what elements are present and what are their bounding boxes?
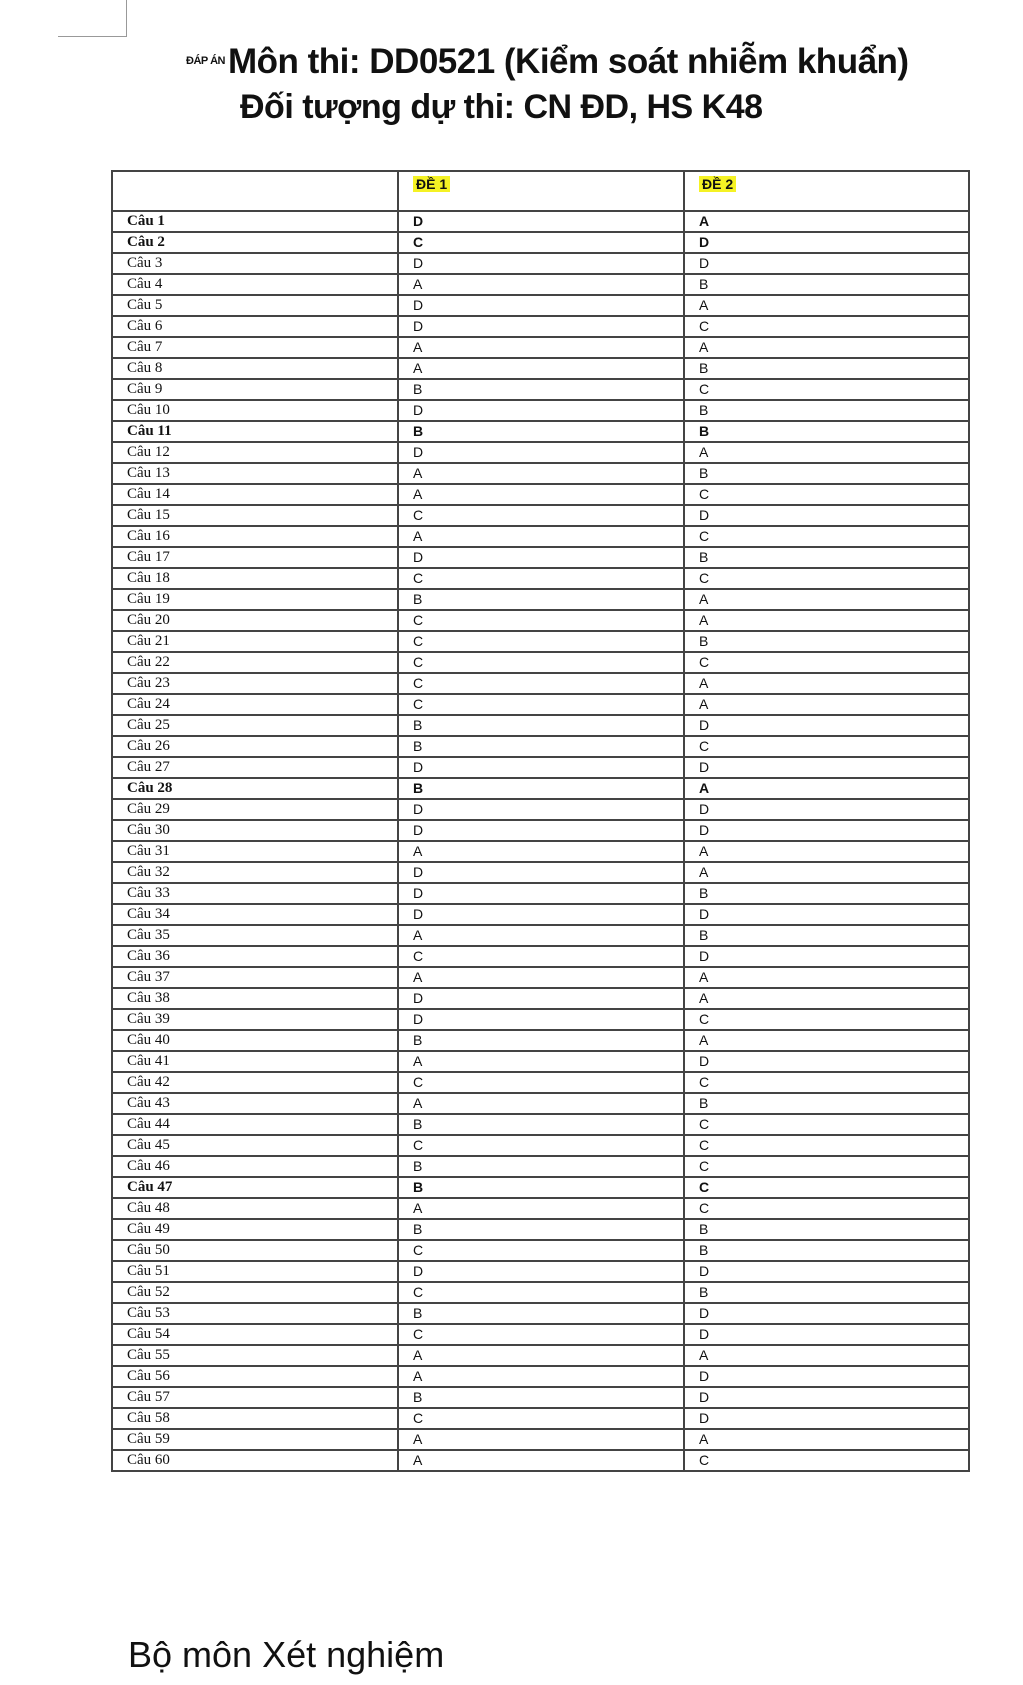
- question-cell: Câu 52: [112, 1282, 398, 1303]
- table-row: [112, 1282, 969, 1303]
- question-cell: Câu 54: [112, 1324, 398, 1345]
- de2-answer-cell: D: [684, 505, 969, 526]
- de1-answer-cell: A: [398, 463, 684, 484]
- de1-answer-cell: B: [398, 1114, 684, 1135]
- question-cell: Câu 35: [112, 925, 398, 946]
- table-header-row: [112, 171, 969, 211]
- table-row: [112, 694, 969, 715]
- question-cell: Câu 59: [112, 1429, 398, 1450]
- department-signature: Bộ môn Xét nghiệm: [128, 1634, 445, 1675]
- de2-answer-cell: A: [684, 1030, 969, 1051]
- de1-answer-cell: A: [398, 484, 684, 505]
- de2-answer-cell: D: [684, 946, 969, 967]
- question-cell: Câu 58: [112, 1408, 398, 1429]
- table-row: [112, 757, 969, 778]
- table-row: [112, 337, 969, 358]
- table-row: [112, 358, 969, 379]
- table-row: [112, 1408, 969, 1429]
- de1-answer-cell: D: [398, 904, 684, 925]
- de1-answer-cell: C: [398, 1324, 684, 1345]
- question-cell: Câu 47: [112, 1177, 398, 1198]
- de2-answer-cell: A: [684, 211, 969, 232]
- de2-answer-cell: D: [684, 1303, 969, 1324]
- de2-answer-cell: D: [684, 904, 969, 925]
- table-row: [112, 1387, 969, 1408]
- de2-answer-cell: D: [684, 799, 969, 820]
- de2-answer-cell: A: [684, 442, 969, 463]
- table-row: [112, 1324, 969, 1345]
- de1-answer-cell: B: [398, 736, 684, 757]
- de2-answer-cell: D: [684, 1408, 969, 1429]
- de2-answer-cell: D: [684, 715, 969, 736]
- table-row: [112, 1345, 969, 1366]
- de2-answer-cell: C: [684, 568, 969, 589]
- table-row: [112, 1009, 969, 1030]
- header-blank-cell: [112, 171, 398, 211]
- question-cell: Câu 37: [112, 967, 398, 988]
- de2-label: ĐỀ 2: [699, 176, 736, 192]
- table-row: [112, 715, 969, 736]
- table-row: [112, 1072, 969, 1093]
- de1-answer-cell: D: [398, 883, 684, 904]
- exam-audience: Đối tượng dự thi: CN ĐD, HS K48: [240, 88, 763, 126]
- table-row: [112, 631, 969, 652]
- table-row: [112, 1303, 969, 1324]
- question-cell: Câu 3: [112, 253, 398, 274]
- de2-answer-cell: D: [684, 1051, 969, 1072]
- de1-answer-cell: B: [398, 1219, 684, 1240]
- de2-answer-cell: B: [684, 1282, 969, 1303]
- de1-answer-cell: D: [398, 862, 684, 883]
- de2-answer-cell: C: [684, 526, 969, 547]
- table-row: [112, 799, 969, 820]
- header-de2: [684, 171, 969, 211]
- de1-answer-cell: B: [398, 379, 684, 400]
- de1-label: ĐỀ 1: [413, 176, 450, 192]
- question-cell: Câu 20: [112, 610, 398, 631]
- question-cell: Câu 6: [112, 316, 398, 337]
- question-cell: Câu 2: [112, 232, 398, 253]
- de1-answer-cell: B: [398, 1030, 684, 1051]
- de2-answer-cell: C: [684, 1135, 969, 1156]
- table-row: [112, 421, 969, 442]
- de2-answer-cell: A: [684, 988, 969, 1009]
- table-row: [112, 841, 969, 862]
- document-title: [186, 42, 909, 82]
- table-row: [112, 967, 969, 988]
- question-cell: Câu 13: [112, 463, 398, 484]
- question-cell: Câu 16: [112, 526, 398, 547]
- de2-answer-cell: B: [684, 421, 969, 442]
- question-cell: Câu 38: [112, 988, 398, 1009]
- question-cell: Câu 19: [112, 589, 398, 610]
- table-row: [112, 232, 969, 253]
- de2-answer-cell: C: [684, 1177, 969, 1198]
- table-row: [112, 1156, 969, 1177]
- header-de1: [398, 171, 684, 211]
- de2-answer-cell: B: [684, 883, 969, 904]
- de2-answer-cell: B: [684, 400, 969, 421]
- table-row: [112, 652, 969, 673]
- table-row: [112, 211, 969, 232]
- question-cell: Câu 39: [112, 1009, 398, 1030]
- de1-answer-cell: C: [398, 673, 684, 694]
- de2-answer-cell: B: [684, 547, 969, 568]
- question-cell: Câu 29: [112, 799, 398, 820]
- de1-answer-cell: A: [398, 1198, 684, 1219]
- de1-answer-cell: B: [398, 1303, 684, 1324]
- question-cell: Câu 11: [112, 421, 398, 442]
- table-row: [112, 1240, 969, 1261]
- question-cell: Câu 33: [112, 883, 398, 904]
- table-row: [112, 526, 969, 547]
- question-cell: Câu 7: [112, 337, 398, 358]
- de1-answer-cell: C: [398, 652, 684, 673]
- table-row: [112, 442, 969, 463]
- de1-answer-cell: A: [398, 337, 684, 358]
- question-cell: Câu 49: [112, 1219, 398, 1240]
- question-cell: Câu 32: [112, 862, 398, 883]
- question-cell: Câu 8: [112, 358, 398, 379]
- de1-answer-cell: D: [398, 1009, 684, 1030]
- de1-answer-cell: C: [398, 1072, 684, 1093]
- de1-answer-cell: C: [398, 610, 684, 631]
- de2-answer-cell: A: [684, 589, 969, 610]
- de1-answer-cell: B: [398, 1156, 684, 1177]
- question-cell: Câu 41: [112, 1051, 398, 1072]
- de2-answer-cell: A: [684, 862, 969, 883]
- question-cell: Câu 14: [112, 484, 398, 505]
- question-cell: Câu 51: [112, 1261, 398, 1282]
- question-cell: Câu 55: [112, 1345, 398, 1366]
- question-cell: Câu 27: [112, 757, 398, 778]
- de2-answer-cell: A: [684, 778, 969, 799]
- question-cell: Câu 42: [112, 1072, 398, 1093]
- de2-answer-cell: A: [684, 337, 969, 358]
- de2-answer-cell: A: [684, 610, 969, 631]
- de1-answer-cell: D: [398, 316, 684, 337]
- question-cell: Câu 10: [112, 400, 398, 421]
- question-cell: Câu 4: [112, 274, 398, 295]
- table-row: [112, 1450, 969, 1471]
- table-row: [112, 1093, 969, 1114]
- table-row: [112, 1261, 969, 1282]
- de2-answer-cell: B: [684, 631, 969, 652]
- de2-answer-cell: A: [684, 1345, 969, 1366]
- question-cell: Câu 5: [112, 295, 398, 316]
- question-cell: Câu 31: [112, 841, 398, 862]
- de2-answer-cell: D: [684, 757, 969, 778]
- de1-answer-cell: D: [398, 1261, 684, 1282]
- exam-subject: Môn thi: DD0521 (Kiểm soát nhiễm khuẩn): [227, 42, 909, 81]
- table-row: [112, 484, 969, 505]
- table-row: [112, 505, 969, 526]
- de2-answer-cell: C: [684, 1198, 969, 1219]
- de1-answer-cell: C: [398, 568, 684, 589]
- de1-answer-cell: C: [398, 694, 684, 715]
- question-cell: Câu 45: [112, 1135, 398, 1156]
- de1-answer-cell: A: [398, 967, 684, 988]
- de2-answer-cell: C: [684, 1009, 969, 1030]
- table-row: [112, 778, 969, 799]
- table-row: [112, 253, 969, 274]
- de2-answer-cell: C: [684, 379, 969, 400]
- table-row: [112, 316, 969, 337]
- table-row: [112, 673, 969, 694]
- question-cell: Câu 34: [112, 904, 398, 925]
- de1-answer-cell: B: [398, 421, 684, 442]
- table-row: [112, 568, 969, 589]
- table-row: [112, 463, 969, 484]
- de1-answer-cell: D: [398, 211, 684, 232]
- de1-answer-cell: A: [398, 1429, 684, 1450]
- question-cell: Câu 60: [112, 1450, 398, 1471]
- answer-key-table: [111, 170, 970, 1472]
- de2-answer-cell: A: [684, 295, 969, 316]
- de2-answer-cell: A: [684, 967, 969, 988]
- table-row: [112, 1030, 969, 1051]
- table-row: [112, 1177, 969, 1198]
- de2-answer-cell: C: [684, 316, 969, 337]
- de1-answer-cell: D: [398, 820, 684, 841]
- question-cell: Câu 18: [112, 568, 398, 589]
- de2-answer-cell: D: [684, 1324, 969, 1345]
- de1-answer-cell: D: [398, 988, 684, 1009]
- question-cell: Câu 36: [112, 946, 398, 967]
- question-cell: Câu 21: [112, 631, 398, 652]
- question-cell: Câu 12: [112, 442, 398, 463]
- de1-answer-cell: D: [398, 757, 684, 778]
- de1-answer-cell: A: [398, 526, 684, 547]
- de1-answer-cell: C: [398, 1408, 684, 1429]
- de1-answer-cell: B: [398, 1177, 684, 1198]
- table-row: [112, 547, 969, 568]
- question-cell: Câu 28: [112, 778, 398, 799]
- question-cell: Câu 30: [112, 820, 398, 841]
- question-cell: Câu 48: [112, 1198, 398, 1219]
- table-row: [112, 589, 969, 610]
- de2-answer-cell: A: [684, 841, 969, 862]
- de1-answer-cell: C: [398, 946, 684, 967]
- de2-answer-cell: C: [684, 1072, 969, 1093]
- table-row: [112, 736, 969, 757]
- de1-answer-cell: C: [398, 505, 684, 526]
- de1-answer-cell: B: [398, 589, 684, 610]
- question-cell: Câu 50: [112, 1240, 398, 1261]
- table-row: [112, 988, 969, 1009]
- question-cell: Câu 56: [112, 1366, 398, 1387]
- de1-answer-cell: D: [398, 253, 684, 274]
- de2-answer-cell: C: [684, 1114, 969, 1135]
- de1-answer-cell: A: [398, 358, 684, 379]
- question-cell: Câu 24: [112, 694, 398, 715]
- de1-answer-cell: C: [398, 1282, 684, 1303]
- de1-answer-cell: B: [398, 1387, 684, 1408]
- de1-answer-cell: D: [398, 400, 684, 421]
- table-row: [112, 400, 969, 421]
- table-row: [112, 1051, 969, 1072]
- de2-answer-cell: D: [684, 1366, 969, 1387]
- de1-answer-cell: C: [398, 232, 684, 253]
- table-row: [112, 1198, 969, 1219]
- de2-answer-cell: D: [684, 232, 969, 253]
- de2-answer-cell: C: [684, 652, 969, 673]
- de2-answer-cell: B: [684, 1219, 969, 1240]
- question-cell: Câu 43: [112, 1093, 398, 1114]
- de2-answer-cell: B: [684, 925, 969, 946]
- de1-answer-cell: A: [398, 1366, 684, 1387]
- de2-answer-cell: C: [684, 484, 969, 505]
- de2-answer-cell: B: [684, 358, 969, 379]
- de1-answer-cell: A: [398, 1450, 684, 1471]
- de2-answer-cell: D: [684, 253, 969, 274]
- de1-answer-cell: D: [398, 442, 684, 463]
- table-row: [112, 862, 969, 883]
- table-row: [112, 610, 969, 631]
- table-row: [112, 379, 969, 400]
- table-row: [112, 1429, 969, 1450]
- table-row: [112, 1219, 969, 1240]
- table-row: [112, 925, 969, 946]
- table-row: [112, 883, 969, 904]
- question-cell: Câu 17: [112, 547, 398, 568]
- de1-answer-cell: C: [398, 631, 684, 652]
- de2-answer-cell: D: [684, 820, 969, 841]
- table-row: [112, 1135, 969, 1156]
- table-row: [112, 946, 969, 967]
- question-cell: Câu 23: [112, 673, 398, 694]
- de2-answer-cell: A: [684, 673, 969, 694]
- de2-answer-cell: B: [684, 1093, 969, 1114]
- de2-answer-cell: C: [684, 736, 969, 757]
- de1-answer-cell: A: [398, 1051, 684, 1072]
- question-cell: Câu 57: [112, 1387, 398, 1408]
- question-cell: Câu 15: [112, 505, 398, 526]
- de1-answer-cell: D: [398, 547, 684, 568]
- de1-answer-cell: A: [398, 1345, 684, 1366]
- de2-answer-cell: D: [684, 1261, 969, 1282]
- de1-answer-cell: C: [398, 1240, 684, 1261]
- de1-answer-cell: C: [398, 1135, 684, 1156]
- de2-answer-cell: D: [684, 1387, 969, 1408]
- question-cell: Câu 46: [112, 1156, 398, 1177]
- question-cell: Câu 26: [112, 736, 398, 757]
- de1-answer-cell: B: [398, 715, 684, 736]
- table-row: [112, 1366, 969, 1387]
- question-cell: Câu 44: [112, 1114, 398, 1135]
- table-row: [112, 904, 969, 925]
- de1-answer-cell: D: [398, 295, 684, 316]
- answer-key-prefix: ĐÁP ÁN: [186, 54, 225, 67]
- de2-answer-cell: C: [684, 1450, 969, 1471]
- de2-answer-cell: B: [684, 1240, 969, 1261]
- de1-answer-cell: B: [398, 778, 684, 799]
- question-cell: Câu 53: [112, 1303, 398, 1324]
- table-row: [112, 295, 969, 316]
- de1-answer-cell: A: [398, 841, 684, 862]
- table-row: [112, 1114, 969, 1135]
- page-corner-mark: [58, 0, 127, 37]
- de2-answer-cell: B: [684, 274, 969, 295]
- de1-answer-cell: A: [398, 925, 684, 946]
- de2-answer-cell: A: [684, 694, 969, 715]
- question-cell: Câu 25: [112, 715, 398, 736]
- table-row: [112, 274, 969, 295]
- question-cell: Câu 1: [112, 211, 398, 232]
- question-cell: Câu 40: [112, 1030, 398, 1051]
- de2-answer-cell: A: [684, 1429, 969, 1450]
- question-cell: Câu 22: [112, 652, 398, 673]
- de1-answer-cell: A: [398, 1093, 684, 1114]
- de1-answer-cell: A: [398, 274, 684, 295]
- de2-answer-cell: B: [684, 463, 969, 484]
- table-row: [112, 820, 969, 841]
- question-cell: Câu 9: [112, 379, 398, 400]
- de1-answer-cell: D: [398, 799, 684, 820]
- de2-answer-cell: C: [684, 1156, 969, 1177]
